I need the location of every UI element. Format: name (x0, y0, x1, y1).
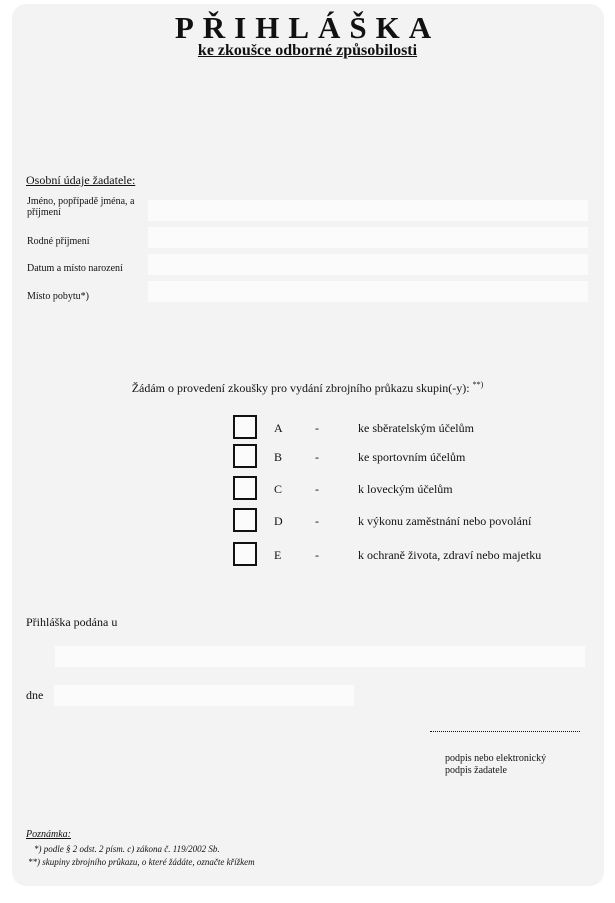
request-note-mark: **) (472, 380, 484, 389)
group-d-dash: - (315, 514, 319, 528)
personal-data-heading: Osobní údaje žadatele: (26, 173, 136, 187)
group-row-a (233, 415, 593, 443)
group-e-letter: E (274, 548, 282, 562)
request-statement (0, 380, 615, 396)
group-b-checkbox[interactable] (233, 444, 257, 468)
submitted-at-label: Přihláška podána u (26, 615, 118, 629)
group-c-purpose: k loveckým účelům (358, 482, 453, 496)
birth-date-place-field[interactable] (148, 254, 588, 275)
signature-caption-line-1: podpis nebo elektronický (445, 753, 547, 764)
residence-label: Místo pobytu*) (27, 291, 89, 302)
group-row-d (233, 508, 593, 536)
birth-surname-label: Rodné příjmení (27, 236, 90, 247)
signature-caption (445, 753, 595, 777)
note-line-1: *) podle § 2 odst. 2 písm. c) zákona č. 119/2002 Sb. (34, 844, 220, 854)
form-subtitle: ke zkoušce odborné způsobilosti (197, 42, 418, 59)
group-row-c (233, 476, 593, 504)
date-field[interactable] (54, 685, 354, 706)
form-title: PŘIHLÁŠKA (174, 10, 441, 45)
group-a-letter: A (274, 421, 283, 435)
note-heading: Poznámka: (26, 829, 71, 840)
group-d-checkbox[interactable] (233, 508, 257, 532)
birth-date-place-label: Datum a místo narození (27, 263, 123, 274)
group-e-purpose: k ochraně života, zdraví nebo majetku (358, 548, 542, 562)
group-b-purpose: ke sportovním účelům (358, 450, 466, 464)
group-c-dash: - (315, 482, 319, 496)
group-e-dash: - (315, 548, 319, 562)
note-line-2: **) skupiny zbrojního průkazu, o které žádáte, označte křížkem (28, 857, 255, 867)
signature-caption-line-2: podpis žadatele (445, 765, 507, 776)
group-a-purpose: ke sběratelským účelům (358, 421, 474, 435)
birth-surname-field[interactable] (148, 227, 588, 248)
group-c-checkbox[interactable] (233, 476, 257, 500)
group-row-b (233, 444, 593, 472)
residence-field[interactable] (148, 281, 588, 302)
date-label: dne (26, 688, 44, 702)
group-b-letter: B (274, 450, 283, 464)
full-name-field[interactable] (148, 200, 588, 221)
signature-line (430, 731, 580, 732)
group-row-e (233, 542, 593, 570)
group-d-purpose: k výkonu zaměstnání nebo povolání (358, 514, 532, 528)
full-name-label: Jméno, popřípadě jména, a příjmení (27, 196, 135, 218)
group-e-checkbox[interactable] (233, 542, 257, 566)
group-c-letter: C (274, 482, 283, 496)
group-d-letter: D (274, 514, 283, 528)
group-a-dash: - (315, 421, 319, 435)
submitted-at-field[interactable] (55, 646, 585, 667)
group-a-checkbox[interactable] (233, 415, 257, 439)
group-b-dash: - (315, 450, 319, 464)
request-text: Žádám o provedení zkoušky pro vydání zbrojního průkazu skupin(-y): (131, 381, 470, 395)
